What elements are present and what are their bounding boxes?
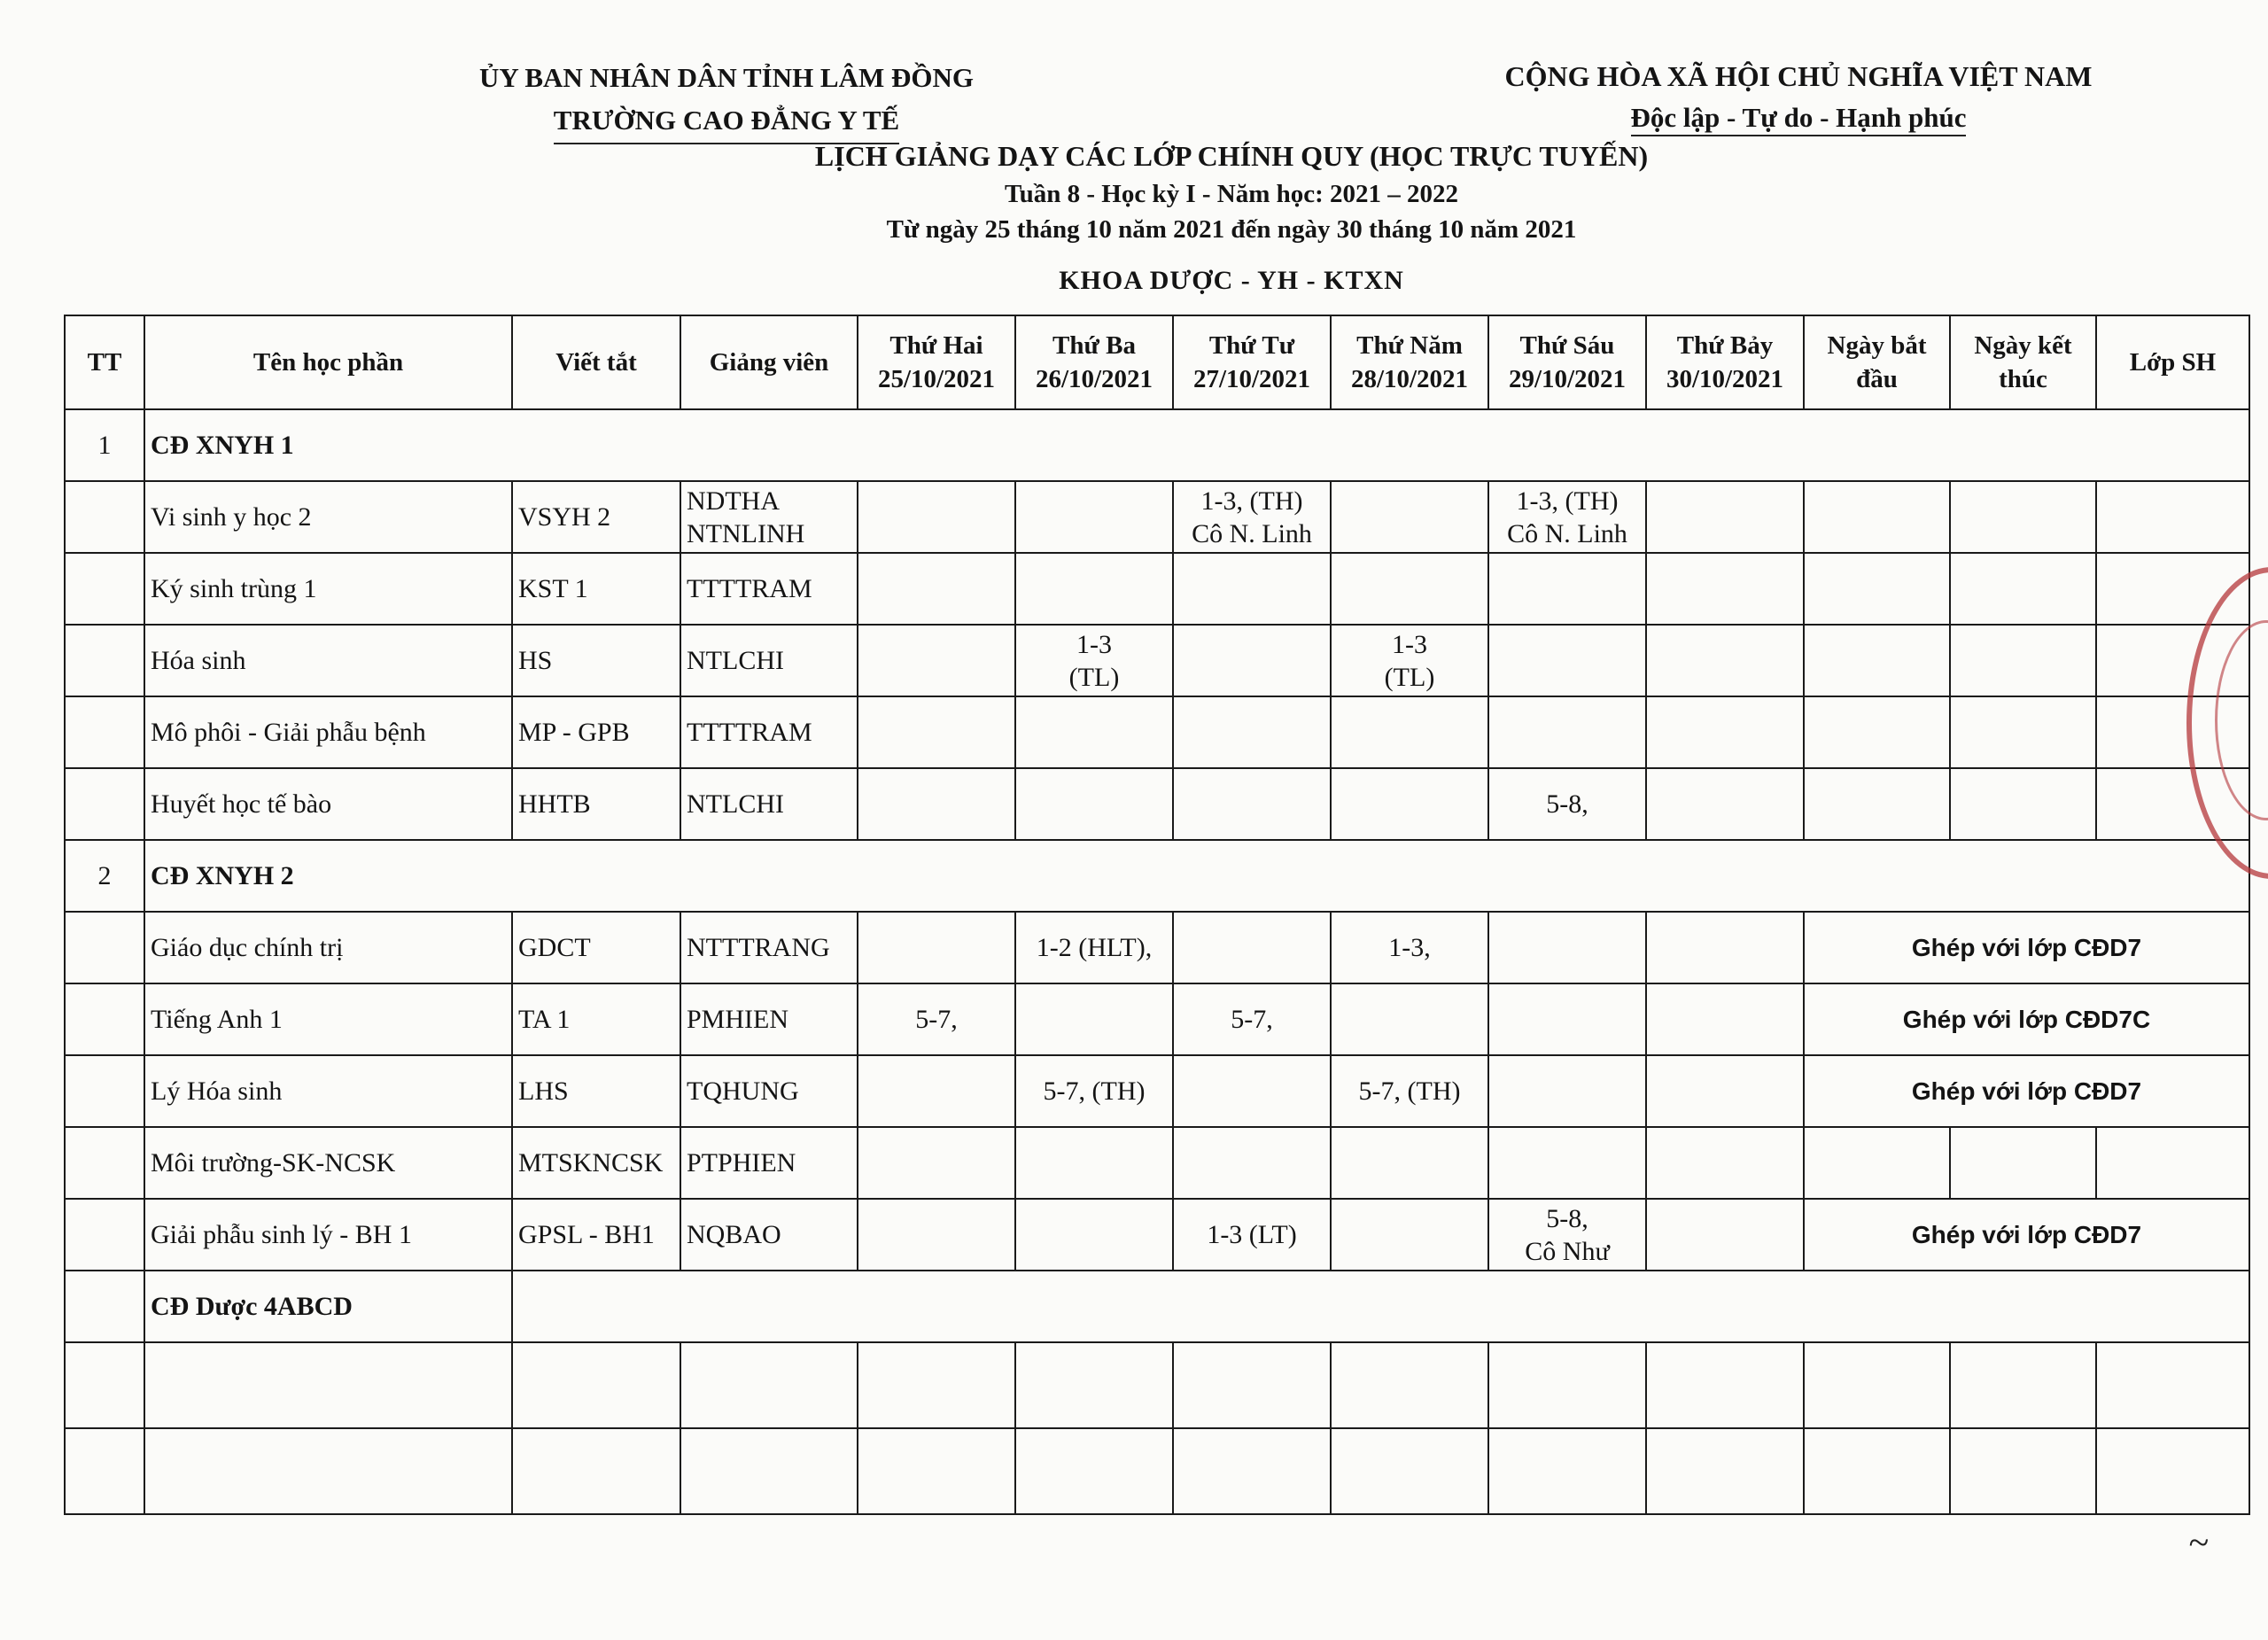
class-group-row: [65, 840, 2249, 912]
course-row: [65, 1127, 2249, 1199]
class-group-name: CĐ Dược 4ABCD: [144, 1271, 512, 1342]
course-name: Vi sinh y học 2: [144, 481, 512, 553]
course-name: Môi trường-SK-NCSK: [144, 1127, 512, 1199]
empty-row: [65, 1342, 2249, 1428]
column-header-label: Thứ Ba: [1052, 331, 1136, 360]
empty-cell: [1950, 553, 2096, 625]
day-slot-cell: [858, 1127, 1015, 1199]
combined-class-note: Ghép với lớp CĐD7: [1804, 1199, 2249, 1271]
empty-cell: [1646, 1342, 1804, 1428]
empty-cell: [65, 1342, 144, 1428]
day-slot-cell: [1173, 912, 1331, 983]
day-slot-cell: [1173, 481, 1331, 553]
lecturer-code: NTNLINH: [687, 518, 805, 548]
day-slot-cell: [1646, 983, 1804, 1055]
lecturer-code: NTTTRANG: [687, 933, 830, 962]
lecturer-code: TQHUNG: [687, 1076, 799, 1106]
day-slot-cell: [1331, 696, 1488, 768]
day-slot-cell: [858, 768, 1015, 840]
group-number: 1: [65, 409, 144, 481]
empty-cell: [680, 1342, 858, 1428]
empty-cell: [144, 1342, 512, 1428]
empty-cell: [680, 1428, 858, 1514]
session-text: 5-8,: [1546, 1203, 1588, 1233]
group-number: 2: [65, 840, 144, 912]
column-header-label: Thứ Năm: [1356, 331, 1463, 360]
day-slot-cell: [858, 696, 1015, 768]
column-header-sublabel: 27/10/2021: [1192, 365, 1311, 393]
day-slot-cell: [1015, 625, 1173, 696]
initials-signature: ~: [2188, 1523, 2209, 1564]
day-slot-cell: [1488, 912, 1646, 983]
column-header: [1331, 315, 1488, 409]
empty-cell: [1331, 1342, 1488, 1428]
lecturer-cell: [680, 553, 858, 625]
session-text: 1-3, (TH): [1516, 486, 1619, 516]
session-text: 1-3 (LT): [1207, 1220, 1297, 1249]
day-slot-cell: [1015, 1127, 1173, 1199]
day-slot-cell: [1646, 1127, 1804, 1199]
lecturer-cell: [680, 625, 858, 696]
session-text: Cô N. Linh: [1507, 518, 1627, 548]
empty-cell: [2096, 1342, 2249, 1428]
column-header: [1804, 315, 1950, 409]
lecturer-cell: [680, 768, 858, 840]
empty-cell: [2096, 1428, 2249, 1514]
org-line-2: [381, 105, 1072, 136]
column-header: [144, 315, 512, 409]
column-header-sublabel: 26/10/2021: [1035, 365, 1153, 393]
empty-cell: [1331, 1428, 1488, 1514]
header-row: [65, 315, 2249, 409]
row-number-cell: [65, 625, 144, 696]
column-header-label: Ngày kết: [1974, 331, 2072, 360]
lecturer-code: NTLCHI: [687, 646, 784, 675]
session-text: 5-7,: [1231, 1005, 1273, 1034]
course-abbreviation: GDCT: [512, 912, 680, 983]
course-abbreviation: HS: [512, 625, 680, 696]
day-slot-cell: [858, 1055, 1015, 1127]
session-text: Cô N. Linh: [1192, 518, 1312, 548]
course-abbreviation: GPSL - BH1: [512, 1199, 680, 1271]
empty-cell: [1950, 481, 2096, 553]
row-number-cell: [65, 481, 144, 553]
day-slot-cell: [858, 912, 1015, 983]
course-row: [65, 696, 2249, 768]
column-header-label: Thứ Bảy: [1676, 331, 1774, 360]
column-header-label: Viết tắt: [555, 348, 637, 377]
day-slot-cell: [1488, 1127, 1646, 1199]
day-slot-cell: [1331, 481, 1488, 553]
day-slot-cell: [1646, 912, 1804, 983]
session-text: 1-3: [1392, 629, 1427, 659]
day-slot-cell: [1173, 1127, 1331, 1199]
day-slot-cell: [1488, 696, 1646, 768]
column-header-sublabel: thúc: [1999, 365, 2047, 393]
course-name: Giải phẫu sinh lý - BH 1: [144, 1199, 512, 1271]
empty-cell: [1173, 1428, 1331, 1514]
day-slot-cell: [1488, 768, 1646, 840]
day-slot-cell: [1646, 1199, 1804, 1271]
day-slot-cell: [1173, 625, 1331, 696]
column-header-sublabel: 28/10/2021: [1350, 365, 1469, 393]
empty-cell: [1804, 768, 1950, 840]
course-name: Ký sinh trùng 1: [144, 553, 512, 625]
day-slot-cell: [1331, 625, 1488, 696]
document-title: LỊCH GIẢNG DẠY CÁC LỚP CHÍNH QUY (HỌC TRỰC TUYẾN): [814, 140, 1649, 172]
empty-cell: [1950, 1127, 2096, 1199]
session-text: 5-7,: [915, 1005, 958, 1034]
day-slot-cell: [1015, 481, 1173, 553]
column-header-sublabel: 30/10/2021: [1666, 365, 1784, 393]
column-header-label: Ngày bắt: [1827, 331, 1927, 360]
nation-motto-text: Độc lập - Tự do - Hạnh phúc: [1631, 102, 1967, 136]
lecturer-cell: [680, 1127, 858, 1199]
empty-cell: [1804, 1342, 1950, 1428]
empty-cell: [512, 1428, 680, 1514]
course-row: [65, 1055, 2249, 1127]
column-header: [512, 315, 680, 409]
document-subtitle-dates: Từ ngày 25 tháng 10 năm 2021 đến ngày 30 tháng 10 năm 2021: [886, 215, 1577, 244]
row-number-cell: [65, 912, 144, 983]
lecturer-cell: [680, 983, 858, 1055]
lecturer-code: NDTHA: [687, 486, 780, 516]
lecturer-cell: [680, 481, 858, 553]
department-heading: KHOA DƯỢC - YH - KTXN: [1059, 266, 1404, 295]
day-slot-cell: [1015, 1055, 1173, 1127]
column-header-sublabel: 25/10/2021: [877, 365, 996, 393]
day-slot-cell: [1173, 1199, 1331, 1271]
course-name: Lý Hóa sinh: [144, 1055, 512, 1127]
course-abbreviation: HHTB: [512, 768, 680, 840]
empty-cell: [2096, 481, 2249, 553]
lecturer-code: TTTTRAM: [687, 718, 812, 747]
column-header-label: Thứ Hai: [889, 331, 983, 360]
day-slot-cell: [1015, 1199, 1173, 1271]
row-number-cell: [65, 1055, 144, 1127]
lecturer-code: TTTTRAM: [687, 574, 812, 603]
day-slot-cell: [858, 481, 1015, 553]
course-name: Huyết học tế bào: [144, 768, 512, 840]
org-line-2-text: TRƯỜNG CAO ĐẲNG Y TẾ: [554, 105, 899, 144]
empty-cell: [1950, 1342, 2096, 1428]
day-slot-cell: [1646, 625, 1804, 696]
day-slot-cell: [1488, 1055, 1646, 1127]
column-header-label: Thứ Sáu: [1519, 331, 1615, 360]
day-slot-cell: [1173, 768, 1331, 840]
column-header: [65, 315, 144, 409]
row-number-cell: [65, 983, 144, 1055]
schedule-table: [64, 315, 2250, 1515]
day-slot-cell: [1488, 1199, 1646, 1271]
course-name: Mô phôi - Giải phẫu bệnh: [144, 696, 512, 768]
day-slot-cell: [1488, 481, 1646, 553]
empty-cell: [1950, 1428, 2096, 1514]
session-text: Cô Như: [1525, 1236, 1610, 1266]
day-slot-cell: [1331, 1055, 1488, 1127]
day-slot-cell: [858, 553, 1015, 625]
session-text: 5-7, (TH): [1358, 1076, 1461, 1106]
day-slot-cell: [1331, 1127, 1488, 1199]
session-text: 1-3: [1076, 629, 1112, 659]
day-slot-cell: [858, 1199, 1015, 1271]
lecturer-cell: [680, 912, 858, 983]
lecturer-cell: [680, 696, 858, 768]
column-header: [858, 315, 1015, 409]
combined-class-note: Ghép với lớp CĐD7C: [1804, 983, 2249, 1055]
course-row: [65, 912, 2249, 983]
day-slot-cell: [1646, 481, 1804, 553]
empty-cell: [1488, 1428, 1646, 1514]
lecturer-code: NTLCHI: [687, 789, 784, 819]
day-slot-cell: [1015, 912, 1173, 983]
session-text: 5-8,: [1546, 789, 1588, 819]
empty-row: [65, 1428, 2249, 1514]
course-row: [65, 1199, 2249, 1271]
empty-cell: [1950, 768, 2096, 840]
day-slot-cell: [1646, 553, 1804, 625]
day-slot-cell: [1173, 983, 1331, 1055]
group-row-filler: [512, 1271, 2249, 1342]
course-row: [65, 481, 2249, 553]
course-abbreviation: MP - GPB: [512, 696, 680, 768]
session-text: 1-3,: [1388, 933, 1431, 962]
lecturer-code: PTPHIEN: [687, 1148, 796, 1178]
lecturer-cell: [680, 1055, 858, 1127]
empty-cell: [858, 1342, 1015, 1428]
course-name: Hóa sinh: [144, 625, 512, 696]
column-header: [1950, 315, 2096, 409]
course-row: [65, 553, 2249, 625]
day-slot-cell: [1331, 1199, 1488, 1271]
session-text: 1-3, (TH): [1200, 486, 1303, 516]
course-name: Giáo dục chính trị: [144, 912, 512, 983]
empty-cell: [1488, 1342, 1646, 1428]
session-text: 1-2 (HLT),: [1036, 933, 1153, 962]
class-group-name: CĐ XNYH 1: [144, 409, 2249, 481]
row-number-cell: [65, 553, 144, 625]
schedule-body: [65, 409, 2249, 1514]
column-header-sublabel: 29/10/2021: [1508, 365, 1627, 393]
day-slot-cell: [1015, 696, 1173, 768]
course-row: [65, 625, 2249, 696]
row-number-cell: [65, 1127, 144, 1199]
day-slot-cell: [858, 625, 1015, 696]
column-header: [1173, 315, 1331, 409]
day-slot-cell: [858, 983, 1015, 1055]
day-slot-cell: [1488, 983, 1646, 1055]
row-number-cell: [65, 768, 144, 840]
group-number: [65, 1271, 144, 1342]
org-line-1: ỦY BAN NHÂN DÂN TỈNH LÂM ĐỒNG: [478, 62, 974, 93]
document-subtitle-week: Tuần 8 - Học kỳ I - Năm học: 2021 – 2022: [1004, 180, 1459, 208]
day-slot-cell: [1173, 696, 1331, 768]
empty-cell: [512, 1342, 680, 1428]
day-slot-cell: [1015, 983, 1173, 1055]
column-header-label: Thứ Tư: [1208, 331, 1295, 360]
course-abbreviation: KST 1: [512, 553, 680, 625]
column-header: [1015, 315, 1173, 409]
day-slot-cell: [1015, 768, 1173, 840]
column-header-label: TT: [87, 348, 122, 377]
day-slot-cell: [1488, 625, 1646, 696]
column-header-sublabel: đầu: [1856, 365, 1898, 393]
column-header: [2096, 315, 2249, 409]
nation-motto: [1453, 102, 2144, 134]
combined-class-note: Ghép với lớp CĐD7: [1804, 1055, 2249, 1127]
column-header-label: Giảng viên: [709, 348, 829, 377]
course-name: Tiếng Anh 1: [144, 983, 512, 1055]
column-header: [680, 315, 858, 409]
empty-cell: [1804, 625, 1950, 696]
empty-cell: [1646, 1428, 1804, 1514]
day-slot-cell: [1646, 768, 1804, 840]
lecturer-code: NQBAO: [687, 1220, 781, 1249]
day-slot-cell: [1331, 553, 1488, 625]
empty-cell: [144, 1428, 512, 1514]
empty-cell: [1804, 553, 1950, 625]
class-group-row: [65, 1271, 2249, 1342]
day-slot-cell: [1331, 912, 1488, 983]
day-slot-cell: [1015, 553, 1173, 625]
day-slot-cell: [1488, 553, 1646, 625]
session-text: (TL): [1068, 662, 1120, 692]
day-slot-cell: [1173, 553, 1331, 625]
column-header: [1488, 315, 1646, 409]
course-row: [65, 768, 2249, 840]
day-slot-cell: [1331, 768, 1488, 840]
day-slot-cell: [1331, 983, 1488, 1055]
session-text: (TL): [1384, 662, 1435, 692]
empty-cell: [1804, 1428, 1950, 1514]
empty-cell: [1173, 1342, 1331, 1428]
empty-cell: [1950, 696, 2096, 768]
empty-cell: [1804, 481, 1950, 553]
course-abbreviation: VSYH 2: [512, 481, 680, 553]
column-header-label: Tên học phần: [252, 348, 404, 377]
session-text: 5-7, (TH): [1043, 1076, 1146, 1106]
lecturer-code: PMHIEN: [687, 1005, 789, 1034]
empty-cell: [1015, 1428, 1173, 1514]
course-abbreviation: TA 1: [512, 983, 680, 1055]
row-number-cell: [65, 696, 144, 768]
combined-class-note: Ghép với lớp CĐD7: [1804, 912, 2249, 983]
day-slot-cell: [1646, 696, 1804, 768]
empty-cell: [2096, 1127, 2249, 1199]
class-group-name: CĐ XNYH 2: [144, 840, 2249, 912]
course-abbreviation: LHS: [512, 1055, 680, 1127]
empty-cell: [1804, 1127, 1950, 1199]
course-row: [65, 983, 2249, 1055]
row-number-cell: [65, 1199, 144, 1271]
column-header-label: Lớp SH: [2129, 348, 2217, 377]
empty-cell: [858, 1428, 1015, 1514]
empty-cell: [1804, 696, 1950, 768]
class-group-row: [65, 409, 2249, 481]
day-slot-cell: [1173, 1055, 1331, 1127]
column-header: [1646, 315, 1804, 409]
course-abbreviation: MTSKNCSK: [512, 1127, 680, 1199]
empty-cell: [65, 1428, 144, 1514]
empty-cell: [1015, 1342, 1173, 1428]
empty-cell: [1950, 625, 2096, 696]
nation-line-1: CỘNG HÒA XÃ HỘI CHỦ NGHĨA VIỆT NAM: [1504, 60, 2093, 92]
day-slot-cell: [1646, 1055, 1804, 1127]
lecturer-cell: [680, 1199, 858, 1271]
